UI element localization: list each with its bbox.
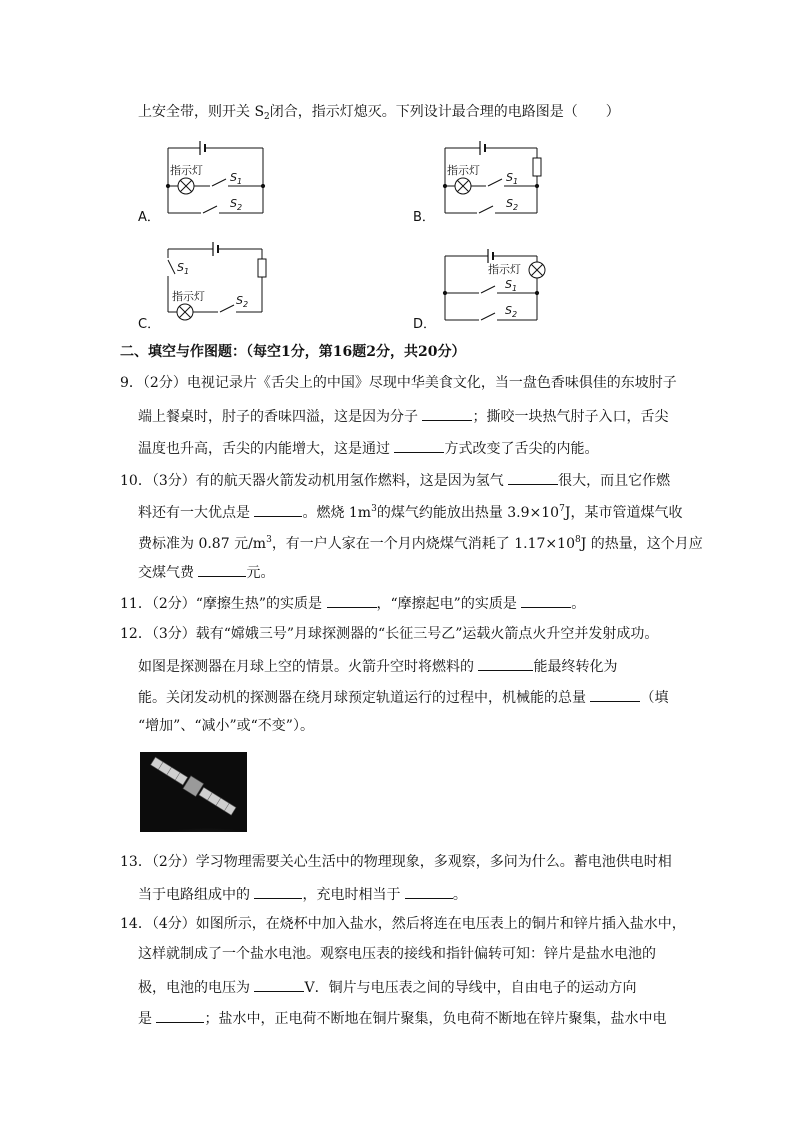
option-b-label[interactable]: B． bbox=[413, 210, 435, 225]
answer-blank[interactable] bbox=[254, 883, 302, 899]
answer-blank[interactable] bbox=[198, 561, 246, 577]
q9-line3: 温度也升高，舌尖的内能增大，这是通过 方式改变了舌尖的内能。 bbox=[138, 437, 598, 459]
q9-line1: 9．（2分）电视记录片《舌尖上的中国》尽现中华美食文化，当一盘色香味俱佳的东坡肘子 bbox=[120, 375, 677, 391]
q10-line4: 交煤气费 元。 bbox=[138, 561, 274, 583]
s2-label-d: $S_2$ bbox=[505, 304, 518, 319]
answer-blank[interactable] bbox=[405, 883, 453, 899]
s1-label-c: $S_1$ bbox=[177, 261, 190, 276]
circuit-diagrams bbox=[0, 0, 794, 340]
q12-line1: 12．（3分）载有“嫦娥三号”月球探测器的“长征三号乙”运载火箭点火升空并发射成功。 bbox=[120, 626, 659, 642]
lamp-label-b: 指示灯 bbox=[447, 164, 480, 177]
answer-blank[interactable] bbox=[508, 469, 558, 485]
probe-illustration bbox=[140, 752, 247, 832]
option-a-label[interactable]: A． bbox=[138, 210, 160, 225]
answer-blank[interactable] bbox=[422, 405, 472, 421]
lamp-label-d: 指示灯 bbox=[488, 263, 521, 276]
q11-line: 11．（2分）“摩擦生热”的实质是 ，“摩擦起电”的实质是 。 bbox=[120, 592, 585, 614]
section-heading: 二、填空与作图题：（每空1分，第16题2分，共20分） bbox=[120, 344, 466, 360]
answer-blank[interactable] bbox=[394, 437, 444, 453]
s2-label-b: $S_2$ bbox=[506, 197, 519, 212]
answer-blank[interactable] bbox=[521, 592, 571, 608]
option-d-label[interactable]: D． bbox=[413, 317, 437, 332]
q9-line2: 端上餐桌时，肘子的香味四溢，这是因为分子 ；撕咬一块热气肘子入口，舌尖 bbox=[138, 405, 668, 427]
lamp-label-c: 指示灯 bbox=[172, 290, 205, 303]
lamp-label-a: 指示灯 bbox=[170, 164, 203, 177]
answer-blank[interactable] bbox=[156, 1007, 204, 1023]
q10-line2: 料还有一大优点是 。燃烧 $1m^3$的煤气约能放出热量 $3.9\times 10^7J$，某市管道煤气收 bbox=[138, 499, 682, 523]
answer-blank[interactable] bbox=[254, 501, 302, 517]
answer-blank[interactable] bbox=[478, 655, 533, 671]
q8-line1: 上安全带，则开关 $S_2$闭合，指示灯熄灭。下列设计最合理的电路图是（ ） bbox=[138, 104, 620, 122]
answer-blank[interactable] bbox=[254, 976, 304, 992]
q14-line3: 极，电池的电压为 V．铜片与电压表之间的导线中，自由电子的运动方向 bbox=[138, 976, 637, 998]
q12-line2: 如图是探测器在月球上空的情景。火箭升空时将燃料的 能最终转化为 bbox=[138, 655, 617, 677]
q12-line3: 能。关闭发动机的探测器在绕月球预定轨道运行的过程中，机械能的总量 （填 bbox=[138, 686, 668, 708]
option-c-label[interactable]: C． bbox=[138, 317, 161, 332]
q13-line1: 13．（2分）学习物理需要关心生活中的物理现象，多观察，多问为什么。蓄电池供电时相 bbox=[120, 854, 672, 870]
s2-label-c: $S_2$ bbox=[236, 294, 249, 309]
s2-label-a: $S_2$ bbox=[230, 197, 243, 212]
q14-line2: 这样就制成了一个盐水电池。观察电压表的接线和指针偏转可知：锌片是盐水电池的 bbox=[138, 946, 656, 962]
s1-label-a: $S_1$ bbox=[230, 171, 243, 186]
q10-line1: 10．（3分）有的航天器火箭发动机用氢作燃料，这是因为氢气 很大，而且它作燃 bbox=[120, 469, 670, 491]
answer-blank[interactable] bbox=[590, 686, 640, 702]
circuit-d bbox=[443, 249, 545, 320]
q14-line4: 是 ；盐水中，正电荷不断地在铜片聚集，负电荷不断地在锌片聚集，盐水中电 bbox=[138, 1007, 666, 1029]
s1-label-d: $S_1$ bbox=[505, 278, 518, 293]
circuit-a bbox=[166, 141, 264, 213]
q10-line3: 费标准为 0.87 元$/m^3$，有一户人家在一个月内烧煤气消耗了 $1.17\times 10^8J$ 的热量，这个月应 bbox=[138, 535, 703, 552]
q12-line4: “增加”、“减小”或“不变”）。 bbox=[138, 718, 314, 734]
circuit-c bbox=[168, 242, 266, 320]
circuit-b bbox=[443, 141, 541, 213]
q13-line2: 当于电路组成中的 ，充电时相当于 。 bbox=[138, 883, 467, 905]
answer-blank[interactable] bbox=[327, 592, 377, 608]
q14-line1: 14．（4分）如图所示，在烧杯中加入盐水，然后将连在电压表上的铜片和锌片插入盐水中， bbox=[120, 916, 686, 932]
lunar-probe-image bbox=[140, 752, 247, 832]
s1-label-b: $S_1$ bbox=[506, 171, 519, 186]
